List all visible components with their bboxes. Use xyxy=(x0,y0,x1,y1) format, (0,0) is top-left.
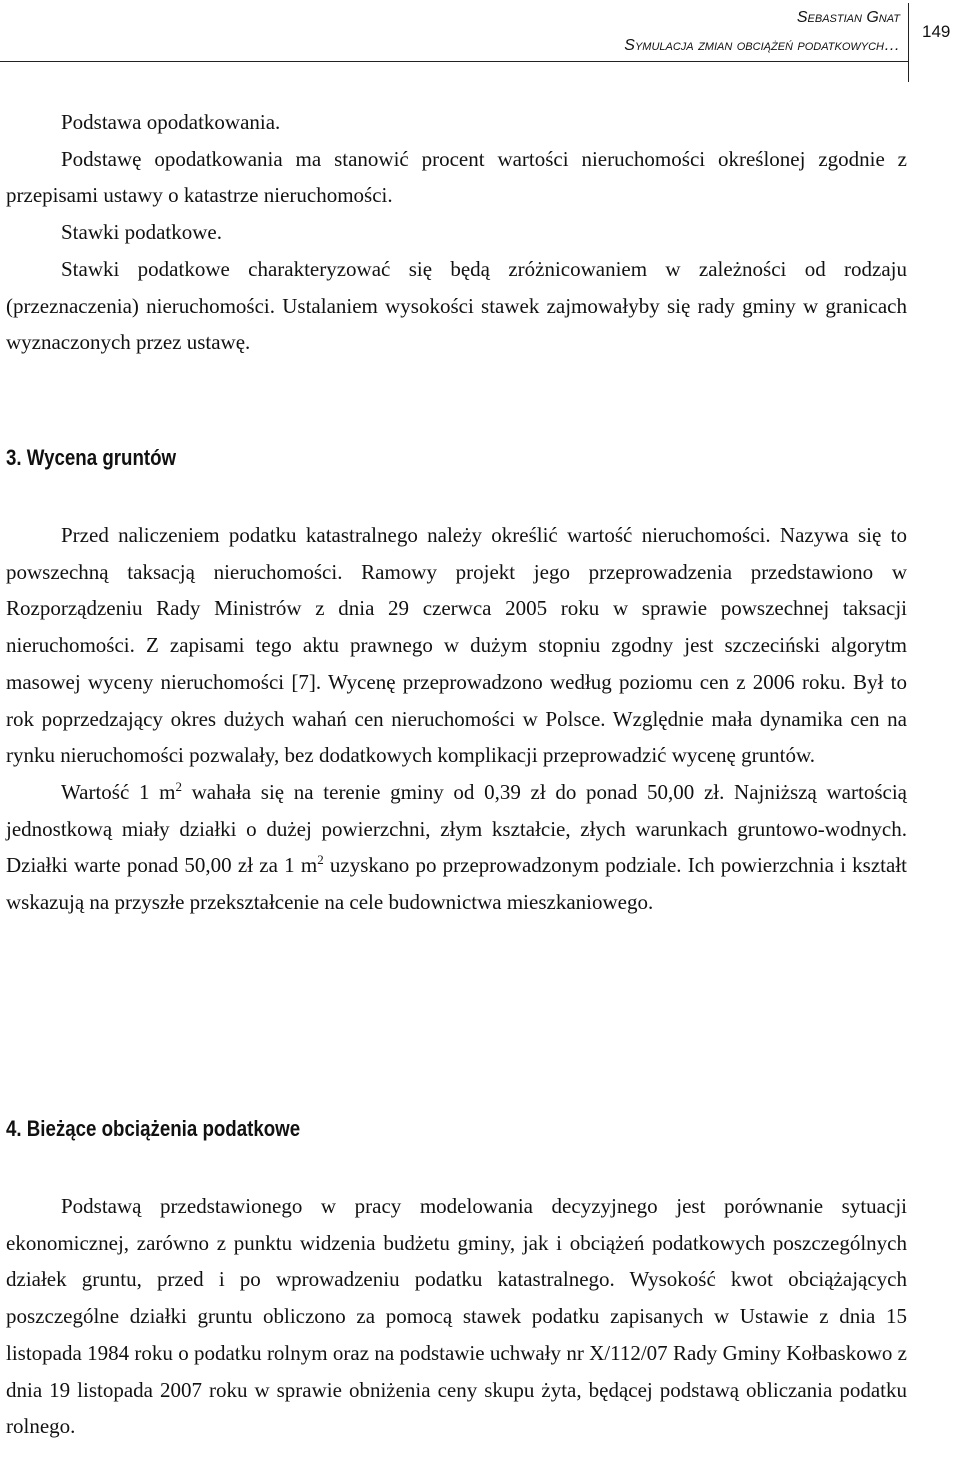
section-3-body xyxy=(6,517,907,921)
paragraph-tax-rates: Stawki podatkowe charakteryzować się będą zróżnicowaniem w zależności od rodzaju (przeznaczenia) nieruchomości. Ustalaniem wysokości stawek zajmowałyby się rady gminy w granicach wyznaczonych przez ustawę. xyxy=(6,256,907,355)
section-heading-3: 3. Wycena gruntów xyxy=(6,445,177,470)
text-span: wahała się na terenie gminy od 0,39 zł do ponad 50,00 zł. Najniższą wartością jednostkową miały działki o dużej powierzchni, złym kształcie, złych warunkach gruntowo-wodnych. Działki warte ponad 50,00 zł za 1 m xyxy=(6,779,907,878)
subheading-tax-rates: Stawki podatkowe. xyxy=(61,220,222,245)
superscript: 2 xyxy=(317,852,324,868)
subheading-tax-base: Podstawa opodatkowania. xyxy=(61,110,281,134)
header-horizontal-rule xyxy=(0,61,908,62)
paragraph-current-tax-burden: Podstawą przedstawionego w pracy modelowania decyzyjnego jest porównanie sytuacji ekonomicznej, zarówno z punktu widzenia budżetu gminy, jak i obciążeń podatkowych poszczególnych działek gruntu, przed i po wprowadzeniu podatku katastralnego. Wysokość kwot obciążających poszczególne działki gruntu obliczono za pomocą stawek podatku zapisanych w Ustawie z dnia 15 listopada 1984 roku o podatku rolnym oraz na podstawie uchwały nr X/112/07 Rady Gminy Kołbaskowo z dnia 19 listopada 2007 roku w sprawie obniżenia ceny skupu żyta, będącej podstawą obliczania podatku rolnego. xyxy=(6,1194,907,1439)
paragraph-land-valuation: Przed naliczeniem podatku katastralnego należy określić wartość nieruchomości. Nazywa się to powszechną taksacją nieruchomości. Ramowy projekt jego przeprowadzenia przedstawiono w Rozporządzeniu Rady Ministrów z dnia 29 czerwca 2005 roku w sprawie powszechnej taksacji nieruchomości. Z zapisami tego aktu prawnego w dużym stopniu zgodny jest szczeciński algorytm masowej wyceny nieruchomości [7]. Wycenę przeprowadzono według poziomu cen z 2006 roku. Był to rok poprzedzający okres dużych wahań cen nieruchomości w Polsce. Względnie mała dynamika cen na rynku nieruchomości pozwalały, bez dodatkowych komplikacji przeprowadzić wycenę gruntów. xyxy=(6,523,907,768)
section-heading-4: 4. Bieżące obciążenia podatkowe xyxy=(6,1116,301,1141)
running-header-title: Symulacja zmian obciążeń podatkowych… xyxy=(624,37,900,54)
block-tax-base xyxy=(6,104,907,361)
page-number: 149 xyxy=(922,22,951,41)
superscript: 2 xyxy=(175,778,182,794)
paragraph-tax-base: Podstawę opodatkowania ma stanowić procent wartości nieruchomości określonej zgodnie z przepisami ustawy o katastrze nieruchomości. xyxy=(6,146,907,208)
text-span: Wartość 1 m xyxy=(61,779,176,804)
text-span: uzyskano po przeprowadzonym podziale. Ich powierzchnia i kształt wskazują na przyszłe przekształcenie na cele budownictwa mieszkaniowego. xyxy=(6,853,907,915)
header-vertical-rule xyxy=(908,3,909,82)
running-header-author: Sebastian Gnat xyxy=(796,9,900,26)
section-4-body xyxy=(6,1188,907,1445)
paragraph-land-values xyxy=(6,774,907,921)
